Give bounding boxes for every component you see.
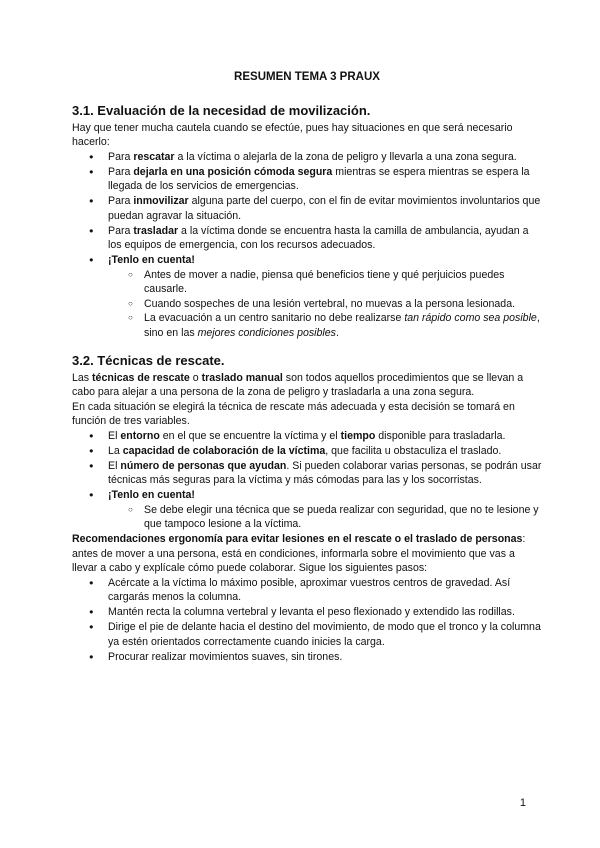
list-item: ● El entorno en el que se encuentre la víctima y el tiempo disponible para trasladarla.	[72, 429, 542, 444]
section-heading-3-2: 3.2. Técnicas de rescate.	[72, 352, 225, 368]
bullet-list	[72, 429, 542, 532]
list-item: ● Mantén recta la columna vertebral y levanta el peso flexionado y extendido las rodillas.	[72, 605, 542, 620]
list-item: ● Para trasladar a la víctima donde se encuentra hasta la camilla de ambulancia, ayudan a los equipos de emergencia, con los recursos adecuados.	[72, 224, 542, 253]
paragraph: Recomendaciones ergonomía para evitar lesiones en el rescate o el traslado de personas: antes de mover a una persona, está en condiciones, informarla sobre el movimiento que vas a llevar a cabo y explícale cómo puede colaborar. Sigue los siguientes pasos:	[72, 533, 526, 574]
sub-list-item: ○ Antes de mover a nadie, piensa qué beneficios tiene y qué perjuicios puedes causarle.	[72, 268, 542, 297]
sub-list-item: ○ Cuando sospeches de una lesión vertebral, no muevas a la persona lesionada.	[72, 297, 542, 312]
paragraph: En cada situación se elegirá la técnica de rescate más adecuada y esta decisión se tomará en función de tres variables.	[72, 400, 515, 427]
sub-list	[108, 268, 542, 341]
list-item: ● El número de personas que ayudan. Si pueden colaborar varias personas, se podrán usar técnicas más seguras para la víctima y más cómodas para las y los socorristas.	[72, 459, 542, 488]
document-page	[72, 70, 542, 665]
list-item: ● Para rescatar a la víctima o alejarla de la zona de peligro y llevarla a una zona segura.	[72, 150, 542, 165]
bullet-list	[72, 150, 542, 341]
section-heading-3-1: 3.1. Evaluación de la necesidad de movilización.	[72, 102, 371, 118]
list-item: ● ¡Tenlo en cuenta! ○ Antes de mover a nadie, piensa qué beneficios tiene y qué perjuicios puedes causarle. ○ Cuando sospeches de una lesión vertebral, no muevas a la persona lesionada. ○ La evacuación a un centro sanitario no debe realizarse tan rápido como sea posible, sino en las mejores condiciones posibles.	[72, 253, 542, 340]
sub-list-item: ○ Se debe elegir una técnica que se pueda realizar con seguridad, que no te lesione y que tampoco lesione a la víctima.	[72, 503, 542, 532]
list-item: ● ¡Tenlo en cuenta! ○ Se debe elegir una técnica que se pueda realizar con seguridad, que no te lesione y que tampoco lesione a la víctima.	[72, 488, 542, 532]
list-item: ● Para inmovilizar alguna parte del cuerpo, con el fin de evitar movimientos involuntarios que puedan agravar la situación.	[72, 194, 542, 223]
sub-list-item: ○ La evacuación a un centro sanitario no debe realizarse tan rápido como sea posible, sino en las mejores condiciones posibles.	[72, 311, 542, 340]
list-item: ● Procurar realizar movimientos suaves, sin tirones.	[72, 650, 542, 665]
page-number: 1	[519, 797, 526, 809]
paragraph: Las técnicas de rescate o traslado manual son todos aquellos procedimientos que se llevan a cabo para alejar a una persona de la zona de peligro y trasladarla a una zona segura.	[72, 371, 524, 398]
list-item: ● La capacidad de colaboración de la víctima, que facilita u obstaculiza el traslado.	[72, 444, 542, 459]
list-item: ● Dirige el pie de delante hacia el destino del movimiento, de modo que el tronco y la columna ya estén orientados correctamente cuando inicies la carga.	[72, 620, 542, 649]
bullet-list	[72, 576, 542, 665]
list-item: ● Para dejarla en una posición cómoda segura mientras se espera mientras se espera la llegada de los servicios de emergencias.	[72, 165, 542, 194]
list-item: ● Acércate a la víctima lo máximo posible, aproximar vuestros centros de gravedad. Así cargarás menos la columna.	[72, 576, 542, 605]
sub-list	[108, 503, 542, 532]
paragraph: Hay que tener mucha cautela cuando se efectúe, pues hay situaciones en que será necesario hacerlo:	[72, 121, 513, 148]
document-title: RESUMEN TEMA 3 PRAUX	[234, 71, 380, 83]
